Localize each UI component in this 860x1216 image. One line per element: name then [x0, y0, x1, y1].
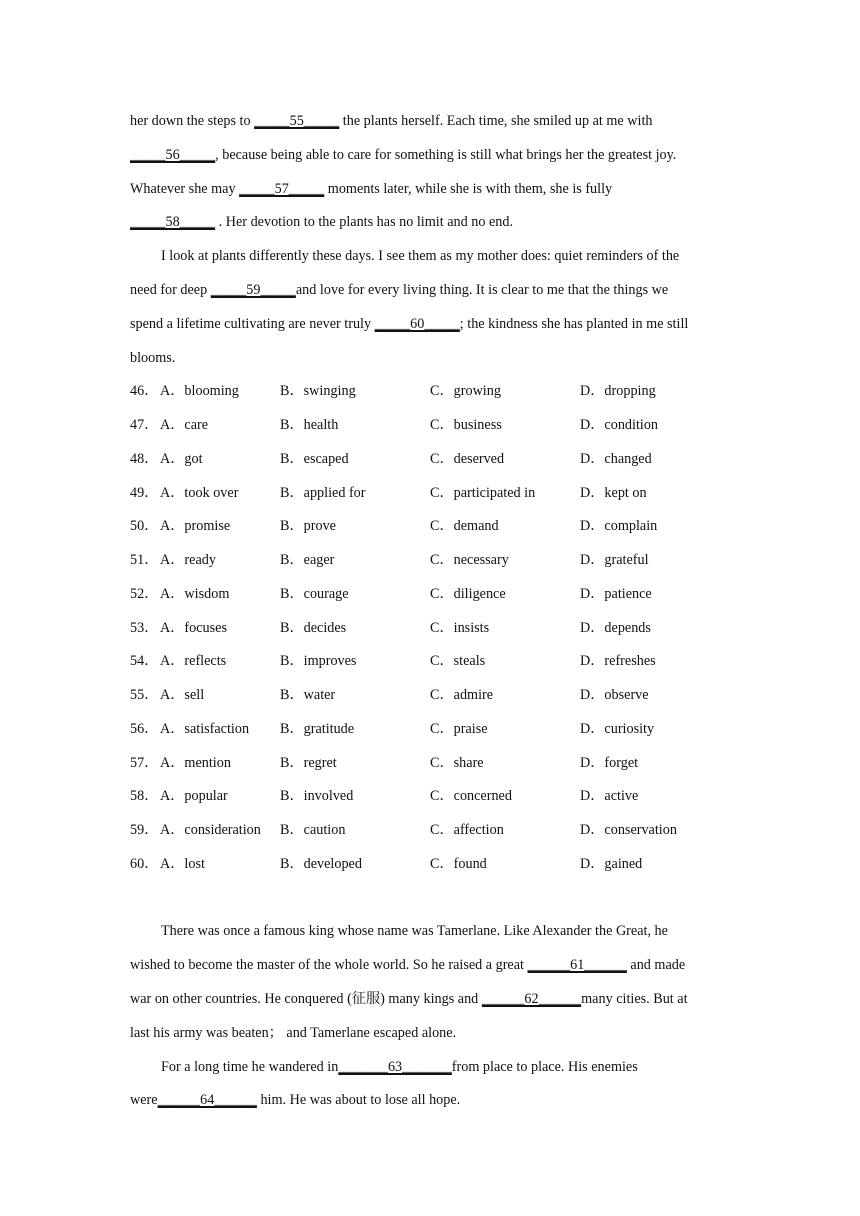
option-a: A．care	[160, 417, 209, 434]
option-a: A．took over	[160, 484, 239, 501]
option-c: C．praise	[430, 720, 488, 737]
blank-56: _____56_____	[130, 146, 216, 163]
blank-59: _____59_____	[210, 281, 296, 298]
option-b: B．decides	[280, 619, 347, 636]
option-d: D．active	[580, 788, 639, 805]
passage-line: _____56_____, because being able to care for something is still what brings her the greatest joy.	[130, 146, 677, 163]
option-c: C．affection	[430, 822, 504, 839]
option-d: D．complain	[580, 518, 658, 535]
option-d: D．dropping	[580, 383, 656, 400]
option-a: A．lost	[160, 855, 205, 872]
option-b: B．applied for	[280, 484, 366, 501]
option-d: D．refreshes	[580, 653, 656, 670]
question-number: 59．	[130, 822, 159, 839]
option-a: A．consideration	[160, 822, 261, 839]
question-number: 53．	[130, 619, 159, 636]
question-52	[130, 578, 735, 612]
option-c: C．admire	[430, 687, 494, 704]
option-d: D．observe	[580, 687, 649, 704]
option-d: D．kept on	[580, 484, 647, 501]
option-d: D．forget	[580, 754, 639, 771]
passage-line: wished to become the master of the whole world. So he raised a great ______61______ and made	[130, 957, 686, 974]
option-b: B．developed	[280, 855, 362, 872]
blank-58: _____58_____	[130, 214, 216, 231]
option-c: C．steals	[430, 653, 486, 670]
question-number: 56．	[130, 720, 159, 737]
passage-line: There was once a famous king whose name was Tamerlane. Like Alexander the Great, he	[161, 923, 668, 940]
question-number: 60．	[130, 855, 159, 872]
question-51	[130, 544, 735, 578]
option-b: B．regret	[280, 754, 337, 771]
question-number: 57．	[130, 754, 159, 771]
option-b: B．involved	[280, 788, 354, 805]
passage-line: need for deep _____59_____and love for every living thing. It is clear to me that the things we	[130, 281, 669, 298]
option-b: B．eager	[280, 552, 335, 569]
question-56	[130, 713, 735, 747]
passage-line: I look at plants differently these days. I see them as my mother does: quiet reminders of the	[161, 248, 680, 265]
option-c: C．diligence	[430, 585, 506, 602]
option-a: A．got	[160, 450, 203, 467]
question-50	[130, 510, 735, 544]
option-a: A．sell	[160, 687, 205, 704]
option-a: A．reflects	[160, 653, 227, 670]
option-c: C．concerned	[430, 788, 512, 805]
question-number: 47．	[130, 417, 159, 434]
options-list	[130, 375, 735, 881]
option-d: D．grateful	[580, 552, 649, 569]
option-a: A．mention	[160, 754, 231, 771]
option-a: A．wisdom	[160, 585, 230, 602]
question-47	[130, 409, 735, 443]
blank-60: _____60_____	[374, 315, 460, 332]
option-c: C．insists	[430, 619, 490, 636]
option-b: B．prove	[280, 518, 336, 535]
option-d: D．conservation	[580, 822, 677, 839]
option-a: A．popular	[160, 788, 228, 805]
blank-57: _____57_____	[239, 180, 325, 197]
option-b: B．water	[280, 687, 336, 704]
passage-line: war on other countries. He conquered (征服) many kings and ______62______many cities. But at	[130, 991, 688, 1008]
question-46	[130, 375, 735, 409]
question-54	[130, 645, 735, 679]
option-c: C．found	[430, 855, 487, 872]
blank-64: ______64______	[157, 1092, 257, 1109]
section-spacer	[130, 882, 735, 916]
option-c: C．share	[430, 754, 484, 771]
passage-1	[130, 105, 735, 375]
passage-2	[130, 915, 735, 1118]
passage-line: Whatever she may _____57_____ moments later, while she is with them, she is fully	[130, 180, 613, 197]
option-d: D．condition	[580, 417, 659, 434]
option-c: C．demand	[430, 518, 499, 535]
question-number: 50．	[130, 518, 159, 535]
option-c: C．necessary	[430, 552, 509, 569]
blank-61: ______61______	[527, 957, 627, 974]
option-a: A．satisfaction	[160, 720, 250, 737]
question-number: 48．	[130, 450, 159, 467]
blank-63: _______63_______	[338, 1058, 452, 1075]
question-53	[130, 612, 735, 646]
passage-line: spend a lifetime cultivating are never truly _____60_____; the kindness she has planted in me still	[130, 315, 689, 332]
question-48	[130, 443, 735, 477]
option-b: B．gratitude	[280, 720, 355, 737]
passage-line: last his army was beaten； and Tamerlane escaped alone.	[130, 1024, 457, 1041]
option-d: D．curiosity	[580, 720, 655, 737]
option-d: D．patience	[580, 585, 652, 602]
document-page	[130, 105, 735, 1118]
passage-line: For a long time he wandered in_______63_______from place to place. His enemies	[161, 1058, 638, 1075]
question-number: 52．	[130, 585, 159, 602]
option-a: A．promise	[160, 518, 231, 535]
passage-line: _____58_____ . Her devotion to the plants has no limit and no end.	[130, 214, 514, 231]
option-b: B．escaped	[280, 450, 349, 467]
question-49	[130, 477, 735, 511]
question-59	[130, 814, 735, 848]
question-number: 58．	[130, 788, 159, 805]
option-b: B．courage	[280, 585, 349, 602]
option-d: D．gained	[580, 855, 643, 872]
question-58	[130, 780, 735, 814]
option-c: C．growing	[430, 383, 501, 400]
question-number: 54．	[130, 653, 159, 670]
option-b: B．health	[280, 417, 339, 434]
option-a: A．blooming	[160, 383, 239, 400]
question-55	[130, 679, 735, 713]
option-a: A．focuses	[160, 619, 227, 636]
option-b: B．caution	[280, 822, 346, 839]
question-number: 55．	[130, 687, 159, 704]
question-60	[130, 848, 735, 882]
passage-line: her down the steps to _____55_____ the plants herself. Each time, she smiled up at me with	[130, 113, 653, 129]
question-57	[130, 747, 735, 781]
blank-55: _____55_____	[254, 113, 340, 129]
question-number: 49．	[130, 484, 159, 501]
option-c: C．deserved	[430, 450, 505, 467]
option-b: B．improves	[280, 653, 357, 670]
option-a: A．ready	[160, 552, 216, 569]
passage-line: blooms.	[130, 349, 176, 366]
option-d: D．depends	[580, 619, 651, 636]
passage-line: were______64______ him. He was about to lose all hope.	[130, 1092, 461, 1109]
option-c: C．participated in	[430, 484, 536, 501]
option-c: C．business	[430, 417, 502, 434]
question-number: 51．	[130, 552, 159, 569]
option-b: B．swinging	[280, 383, 356, 400]
option-d: D．changed	[580, 450, 652, 467]
question-number: 46．	[130, 383, 159, 400]
blank-62: ______62______	[481, 991, 582, 1008]
